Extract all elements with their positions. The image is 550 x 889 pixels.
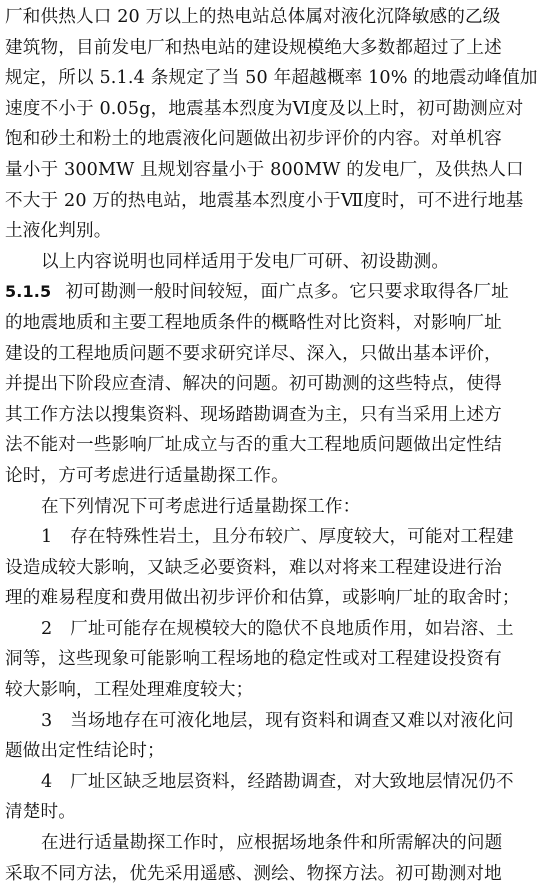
text-line-7: 不大于 20 万的热电站，地震基本烈度小于Ⅶ度时，可不进行地基 (5, 190, 524, 211)
list-item-1-line-1: 1 存在特殊性岩土，且分布较广、厚度较大，可能对工程建 (41, 527, 514, 548)
section-heading-line (5, 277, 542, 308)
text-line-8: 土液化判别。 (5, 221, 112, 242)
text-line-15: 法不能对一些影响厂址成立与否的重大工程地质问题做出定性结 (5, 435, 502, 456)
list-item-1-line-2: 设造成较大影响，又缺乏必要资料，难以对将来工程建设进行治 (5, 557, 502, 578)
text-line-29: 采取不同方法，优先采用遥感、测绘、物探方法。初可勘测对地 (5, 863, 502, 884)
text-line-12: 建设的工程地质问题不要求研究详尽、深入，只做出基本评价， (5, 343, 502, 364)
text-line-2: 建筑物，目前发电厂和热电站的建设规模绝大多数都超过了上述 (5, 37, 502, 58)
text-line-11: 的地震地质和主要工程地质条件的概略性对比资料，对影响厂址 (5, 312, 502, 333)
text-line-28: 在进行适量勘探工作时，应根据场地条件和所需解决的问题 (41, 833, 503, 854)
text-line-3: 规定，所以 5.1.4 条规定了当 50 年超越概率 10% 的地震动峰值加 (5, 68, 538, 89)
list-item-2-line-1: 2 厂址可能存在规模较大的隐伏不良地质作用，如岩溶、土 (41, 618, 514, 639)
text-line-5: 饱和砂土和粉土的地震液化问题做出初步评价的内容。对单机容 (5, 129, 502, 150)
list-item-4-line-1: 4 厂址区缺乏地层资料，经踏勘调查，对大致地层情况仍不 (41, 771, 514, 792)
section-number: 5.1.5 (5, 282, 52, 302)
text-line-14: 其工作方法以搜集资料、现场踏勘调查为主，只有当采用上述方 (5, 404, 502, 425)
text-line-13: 并提出下阶段应查清、解决的问题。初可勘测的这些特点，使得 (5, 374, 502, 395)
text-line-1: 厂和供热人口 20 万以上的热电站总体属对液化沉降敏感的乙级 (5, 7, 501, 27)
text-line-17: 在下列情况下可考虑进行适量勘探工作： (41, 496, 361, 517)
text-line-4: 速度不小于 0.05g，地震基本烈度为Ⅵ度及以上时，初可勘测应对 (5, 98, 524, 119)
list-item-4-line-2: 清楚时。 (5, 802, 76, 823)
text-line-16: 论时，方可考虑进行适量勘探工作。 (5, 465, 289, 486)
list-item-2-line-3: 较大影响，工程处理难度较大； (5, 680, 254, 701)
list-item-1-line-3: 理的难易程度和费用做出初步评价和估算，或影响厂址的取舍时； (5, 588, 520, 609)
text-line-6: 量小于 300MW 且规划容量小于 800MW 的发电厂，及供热人口 (5, 159, 524, 180)
list-item-3-line-2: 题做出定性结论时； (5, 741, 165, 762)
text-line-10: 初可勘测一般时间较短，面广点多。它只要求取得各厂址 (65, 282, 509, 303)
text-line-9: 以上内容说明也同样适用于发电厂可研、初设勘测。 (41, 251, 450, 272)
list-item-3-line-1: 3 当场地存在可液化地层，现有资料和调查又难以对液化问 (41, 710, 514, 731)
list-item-2-line-2: 洞等，这些现象可能影响工程场地的稳定性或对工程建设投资有 (5, 649, 502, 670)
